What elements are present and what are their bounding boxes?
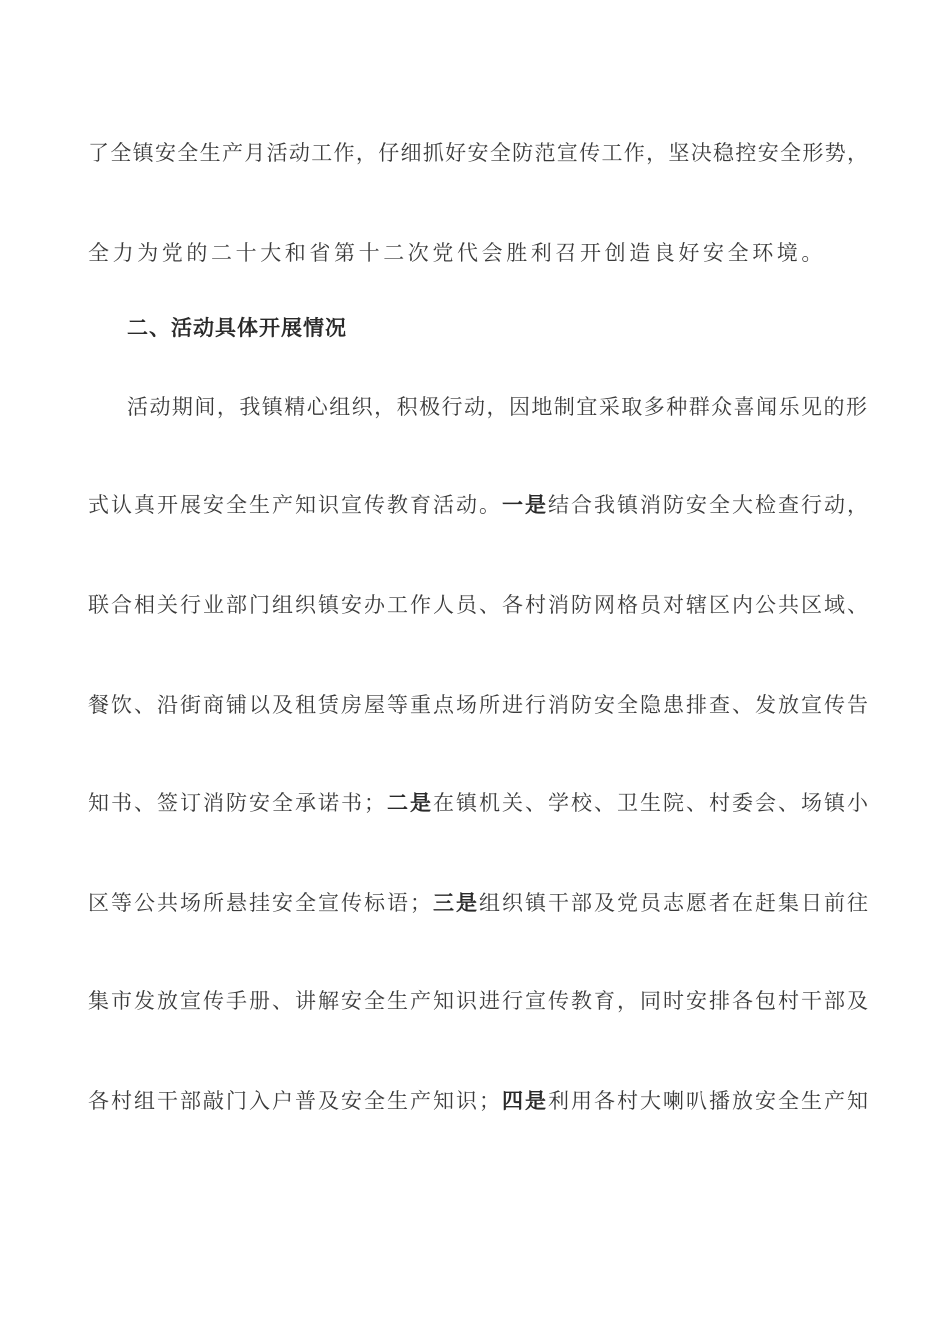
text-run: 组织镇干部及党员志愿者在赶集日前往: [479, 891, 868, 915]
text-run: 在镇机关、学校、卫生院、村委会、场镇小: [433, 791, 868, 815]
text-run: 结合我镇消防安全大检查行动，: [548, 493, 868, 517]
paragraph-1-line-2: 全力为党的二十大和省第十二次党代会胜利召开创造良好安全环境。: [88, 241, 826, 265]
paragraph-2-line-7: 集市发放宣传手册、讲解安全生产知识进行宣传教育，同时安排各包村干部及: [88, 989, 868, 1013]
paragraph-2-line-1: 活动期间，我镇精心组织，积极行动，因地制宜采取多种群众喜闻乐见的形: [127, 395, 867, 419]
text-run: 利用各村大喇叭播放安全生产知: [548, 1089, 868, 1113]
paragraph-2-line-3: 联合相关行业部门组织镇安办工作人员、各村消防网格员对辖区内公共区域、: [88, 593, 868, 617]
text-run: 各村组干部敲门入户普及安全生产知识；: [88, 1089, 500, 1113]
paragraph-2-line-6: [88, 888, 868, 918]
paragraph-2-line-2: [88, 490, 868, 520]
paragraph-1-line-1: 了全镇安全生产月活动工作，仔细抓好安全防范宣传工作，坚决稳控安全形势，: [88, 141, 868, 165]
emphasis-fourth: 四是: [500, 1089, 548, 1113]
paragraph-2-line-4: 餐饮、沿街商铺以及租赁房屋等重点场所进行消防安全隐患排查、发放宣传告: [88, 693, 868, 717]
text-run: 知书、签订消防安全承诺书；: [88, 791, 385, 815]
emphasis-second: 二是: [385, 791, 433, 815]
paragraph-2-line-5: [88, 788, 868, 818]
section-heading: 二、活动具体开展情况: [127, 316, 347, 340]
text-run: 式认真开展安全生产知识宣传教育活动。: [88, 493, 502, 517]
emphasis-first: 一是: [502, 493, 548, 517]
paragraph-2-line-8: [88, 1086, 868, 1116]
text-run: 区等公共场所悬挂安全宣传标语；: [88, 891, 431, 915]
emphasis-third: 三是: [431, 891, 479, 915]
